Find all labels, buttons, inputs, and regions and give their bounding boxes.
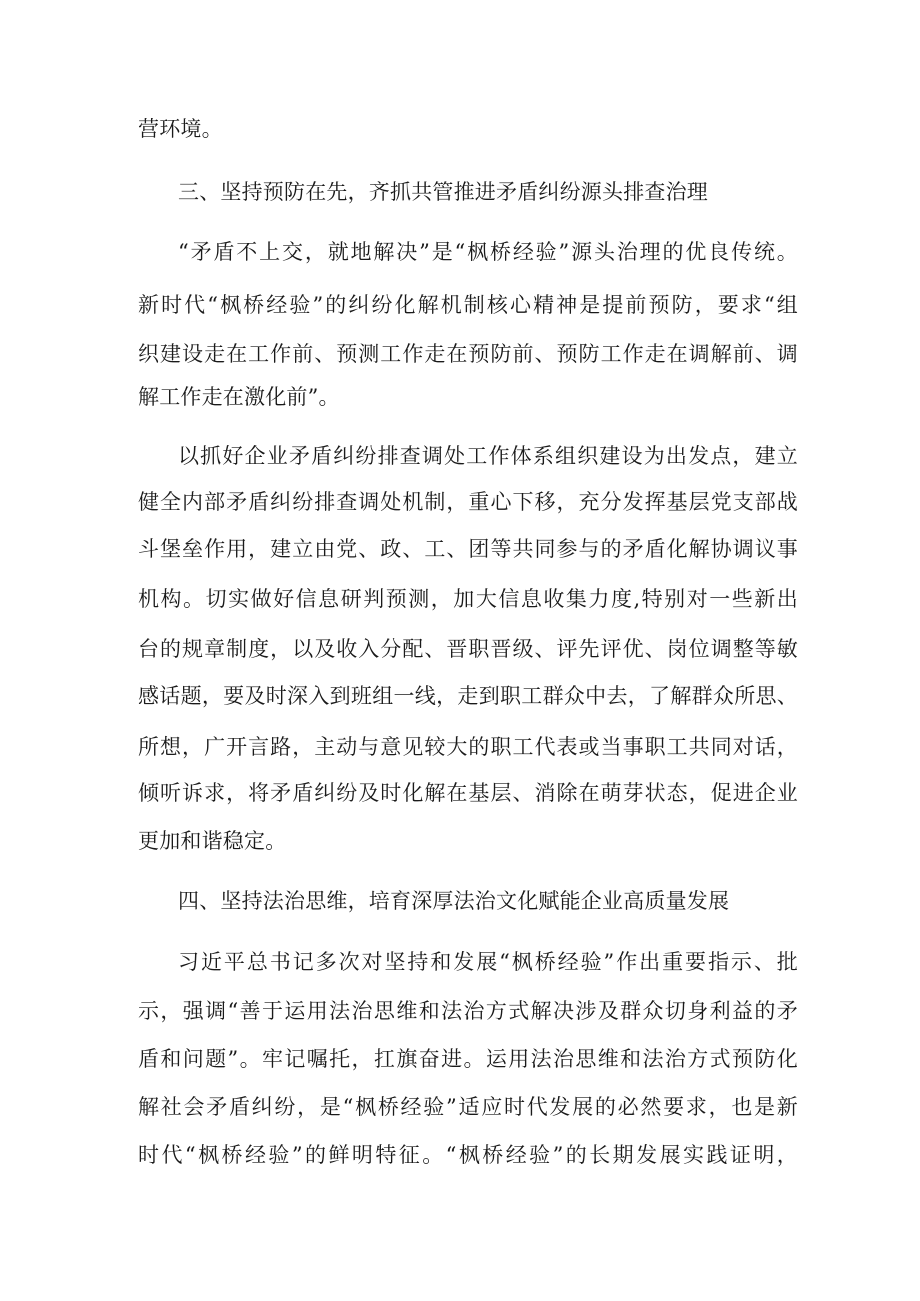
text-line: 所想，广开言路，主动与意见较大的职工代表或当事职工共同对话， — [138, 735, 798, 759]
text-line: 时代“枫桥经验”的鲜明特征。“枫桥经验”的长期发展实践证明， — [138, 1143, 798, 1167]
section-heading: 三、坚持预防在先，齐抓共管推进矛盾纠纷源头排查治理 — [178, 180, 708, 204]
text-line: 感话题，要及时深入到班组一线，走到职工群众中去，了解群众所思、 — [138, 684, 798, 708]
text-line: 解社会矛盾纠纷，是“枫桥经验”适应时代发展的必然要求，也是新 — [138, 1095, 798, 1119]
section-heading: 四、坚持法治思维，培育深厚法治文化赋能企业高质量发展 — [178, 889, 730, 913]
text-line: 习近平总书记多次对坚持和发展“枫桥经验”作出重要指示、批 — [178, 950, 798, 974]
text-line: 盾和问题”。牢记嘱托，扛旗奋进。运用法治思维和法治方式预防化 — [138, 1047, 798, 1071]
text-line: 倾听诉求，将矛盾纠纷及时化解在基层、消除在萌芽状态，促进企业 — [138, 781, 798, 805]
text-line: 营环境。 — [138, 117, 223, 141]
text-line: 更加和谐稳定。 — [138, 829, 287, 853]
text-line: 织建设走在工作前、预测工作走在预防前、预防工作走在调解前、调 — [138, 342, 798, 366]
text-line: “矛盾不上交，就地解决”是“枫桥经验”源头治理的优良传统。 — [178, 240, 798, 264]
text-line: 台的规章制度，以及收入分配、晋职晋级、评先评优、岗位调整等敏 — [138, 637, 798, 661]
text-line: 斗堡垒作用，建立由党、政、工、团等共同参与的矛盾化解协调议事 — [138, 537, 798, 561]
text-line: 新时代“枫桥经验”的纠纷化解机制核心精神是提前预防，要求“组 — [138, 293, 798, 317]
text-line: 健全内部矛盾纠纷排查调处机制，重心下移，充分发挥基层党支部战 — [138, 490, 798, 514]
text-line: 以抓好企业矛盾纠纷排查调处工作体系组织建设为出发点，建立 — [178, 444, 798, 468]
text-line: 示，强调“善于运用法治思维和法治方式解决涉及群众切身利益的矛 — [138, 999, 798, 1023]
text-line: 解工作走在激化前”。 — [138, 385, 340, 409]
text-line: 机构。切实做好信息研判预测，加大信息收集力度,特别对一些新出 — [138, 587, 798, 611]
